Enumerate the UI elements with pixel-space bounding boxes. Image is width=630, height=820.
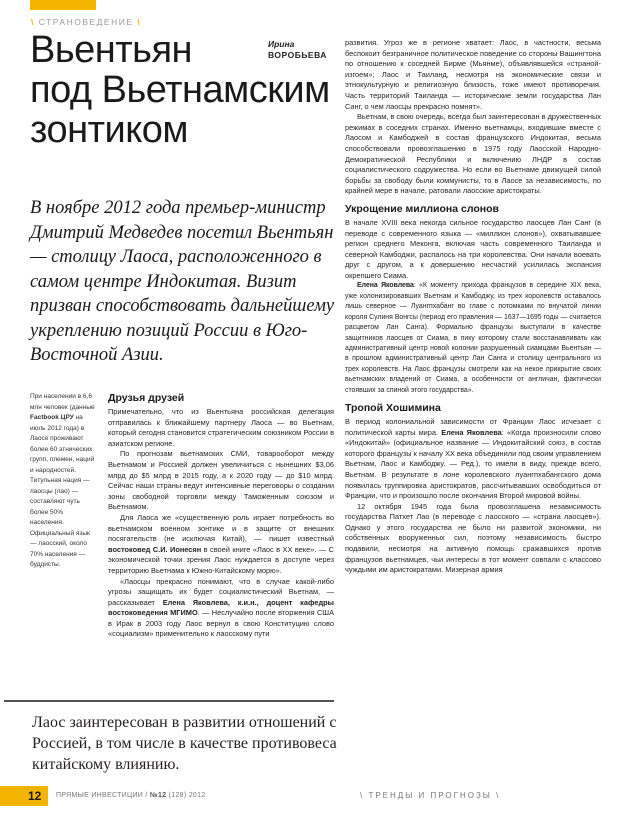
page-number: 12: [28, 789, 42, 803]
section-tag-label: СТРАНОВЕДЕНИЕ: [38, 17, 134, 27]
paragraph: развития. Угроз же в регионе хватает: Лаос, в частности, весьма беспокоит безграничное политическое поведение со стороны Вашингтона по отношению к соседней Бирме (Мьянме), объявлявшейся «страной-изгоем»; Лаос и Таиланд, несмотря на экономические связи и этнокультурную и религиозную близость, тоже имеют противоречия. Часть территорий Таиланда — исторические земли государства Лан Санг, о чем лаосцы прекрасно помнят».: [345, 38, 601, 111]
paragraph: В начале XVIII века некогда сильное государство лаосцев Лан Санг (в переводе с современного языка — «миллион слонов»), охватывавшее регион среднего Меконга, включая часть современного Таиланда и северной Камбоджи, распалось на три королевства. Они начали воевать друг с другом, а к довершению несчастий усилилась экспансия окрепшего Сиама.: [345, 217, 601, 280]
page-footer: [0, 786, 630, 806]
pull-quote-rule: [4, 700, 334, 702]
section-tag: [31, 17, 141, 27]
tag-slash-right: \: [137, 17, 142, 27]
magazine-name: ПРЯМЫЕ ИНВЕСТИЦИИ / №12 (128) 2012: [56, 792, 206, 799]
sidebar-text-1: При населении в 6,6 млн человек (данные: [30, 393, 95, 411]
author-last-name: ВОРОБЬЕВА: [268, 50, 327, 60]
title-line-3: зонтиком: [30, 109, 189, 151]
sidebar-fact-note: [30, 392, 98, 571]
expert-name: востоковед С.И. Ионесян: [108, 544, 202, 554]
subheading-friends: Друзья друзей: [108, 392, 185, 404]
subheading-ho-chi-minh: Тропой Хошимина: [345, 401, 441, 414]
tag-slash-left: \: [31, 17, 35, 27]
expert-name: Елена Яковлева: [357, 282, 414, 290]
expert-name: Елена Яковлева: [441, 427, 502, 437]
paragraph: Для Лаоса же «существенную роль играет потребность во вьетнамском военном зонтике и в защите от внешних посягательств (не исключая Китай), — пишет известный востоковед С.И. Ионесян в своей книге «Лаос в XX веке». — С экономической точки зрения Лаос нуждается в доступе через территорию Вьетнама к Южно-Китайскому морю».: [108, 512, 334, 575]
body-column-1: [108, 392, 334, 640]
issue-number: №12: [149, 792, 167, 799]
sidebar-text-2: на июль 2012 года) в Лаосе проживают более 60 этнических групп, племен, наций и народностей. Титульная нация — лаосцы (лао) — составляют чуть более 50% населения. Официальный язык — лаосский, около 70% населения — буддисты.: [30, 414, 95, 568]
expert-name: Елена Яковлева, к.и.н., доцент кафедры востоковедения МГИМО: [108, 597, 334, 618]
pull-quote: [4, 700, 340, 772]
sidebar-source: Factbook ЦРУ: [30, 414, 74, 421]
paragraph: «Лаосцы прекрасно понимают, что в случае какой-либо угрозы защищать их будет социалистический Вьетнам, — рассказывает Елена Яковлева, к.и.н., доцент кафедры востоковедения МГИМО. — Неслучайно после вторжения США в Ирак в 2003 году Лаос вернул в свою Конституцию слово «социализм» применительно к лаосскому пути: [108, 576, 335, 639]
footer-rubric: \ ТРЕНДЫ И ПРОГНОЗЫ \: [360, 791, 501, 800]
pull-quote-text: Лаос заинтересован в развитии отношений с Россией, в том числе в качестве противовеса китайскому влиянию.: [32, 714, 337, 773]
title-line-1: Вьентьян: [30, 29, 193, 71]
title-line-2: под Вьетнамским: [30, 69, 330, 111]
body-column-2: [345, 38, 601, 576]
paragraph: В период колониальной зависимости от Франции Лаос исчезает с политической карты мира. Елена Яковлева: «Когда произносили слово «Индокитай» (официальное название — Индокитайский союз, в состав которого французы к началу XX века объединили под своим управлением Вьетнам, Лаос и Камбоджу. — Ред.), то имели в виду, прежде всего, Вьетнам. В результате в лоне королевского луангпхабангского дома появилась группировка аристократов, рассчитывавших освободиться от Франции, что и произошло после окончания Второй мировой войны.: [345, 416, 601, 501]
paragraph: Елена Яковлева: «К моменту прихода французов в середине XIX века, уже колонизировавших Вьетнам и Камбоджу, из трех королевств оставалось лишь северное — Луангпхабанг во главе с потомками по внучатой линии короля Сулиня Вонгсы (период его правления — 1637—1695 годы — считается расцветом Лан Санга). Формально французы выступали в качестве защитников лаосцев от Сиама, в пику которому стали восстанавливать как административный центр новой колонии разрушенный сиамцами Вьентьян — в прошлом административный центр Лан Санга и столицу центрального из трех королевств. На Лаос французы смотрели как на некое прикрытие своих вьетнамских владений от Сиама, а особенности от англичан, фактически стоявших за спиной этого государства».: [345, 282, 601, 394]
paragraph: Примечательно, что из Вьентьяна российская делегация отправилась к ближайшему партнеру Лаоса — во Вьетнам, который сегодня становится стратегическим союзником России в азиатском регионе.: [108, 407, 334, 448]
subheading-elephants: Укрощение миллиона слонов: [345, 202, 499, 215]
author-first-name: Ирина: [268, 39, 295, 49]
paragraph: Вьетнам, в свою очередь, всегда был заинтересован в дружественных режимах в соседних странах. Именно вьетнамцы, входившие вместе с Лаосом и Камбоджей в состав французского Индокитая, весьма способствовали провозглашению в 1975 году Лаосской Народно-Демократической Республики и включению ЛНДР в состав социалистического содружества. Но если во Вьетнаме движущей силой борьбы за свободу были коммунисты, то в Лаосе за независимость, по крайней мере в начале, ратовали лаосские аристократы.: [345, 112, 601, 196]
paragraph: 12 октября 1945 года была провозглашена независимость государства Патхет Лао (в переводе с лаосского — «страна лаосцев»). Однако у этого государства не было ни развитой экономики, ни собственных вооруженных сил, поэтому независимость быстро подавили, несмотря на активную помощь сражавшихся против французов вьетнамцев, чьи интересы в тот момент совпали с классово чуждыми им аристократами. Мизерная армия: [345, 501, 601, 575]
author-byline: [268, 39, 327, 61]
paragraph: По прогнозам вьетнамских СМИ, товарооборот между Вьетнамом и Россией должен увеличиться с нынешних $3,06 млрд до $5 млрд в 2015 году, а к 2020 году — до $10 млрд. Сейчас наши страны ведут интенсивные переговоры о создании зоны свободной торговли между Таможенным союзом и Вьетнамом.: [108, 449, 334, 512]
article-lead: В ноябре 2012 года премьер-министр Дмитрий Медведев посетил Вьентьян — столицу Лаоса, расположенного в самом центре Индокитая. Визит призван способствовать дальнейшему укреплению позиций России в Юго-Восточной Азии.: [30, 198, 335, 365]
top-accent-tab: [30, 0, 96, 10]
